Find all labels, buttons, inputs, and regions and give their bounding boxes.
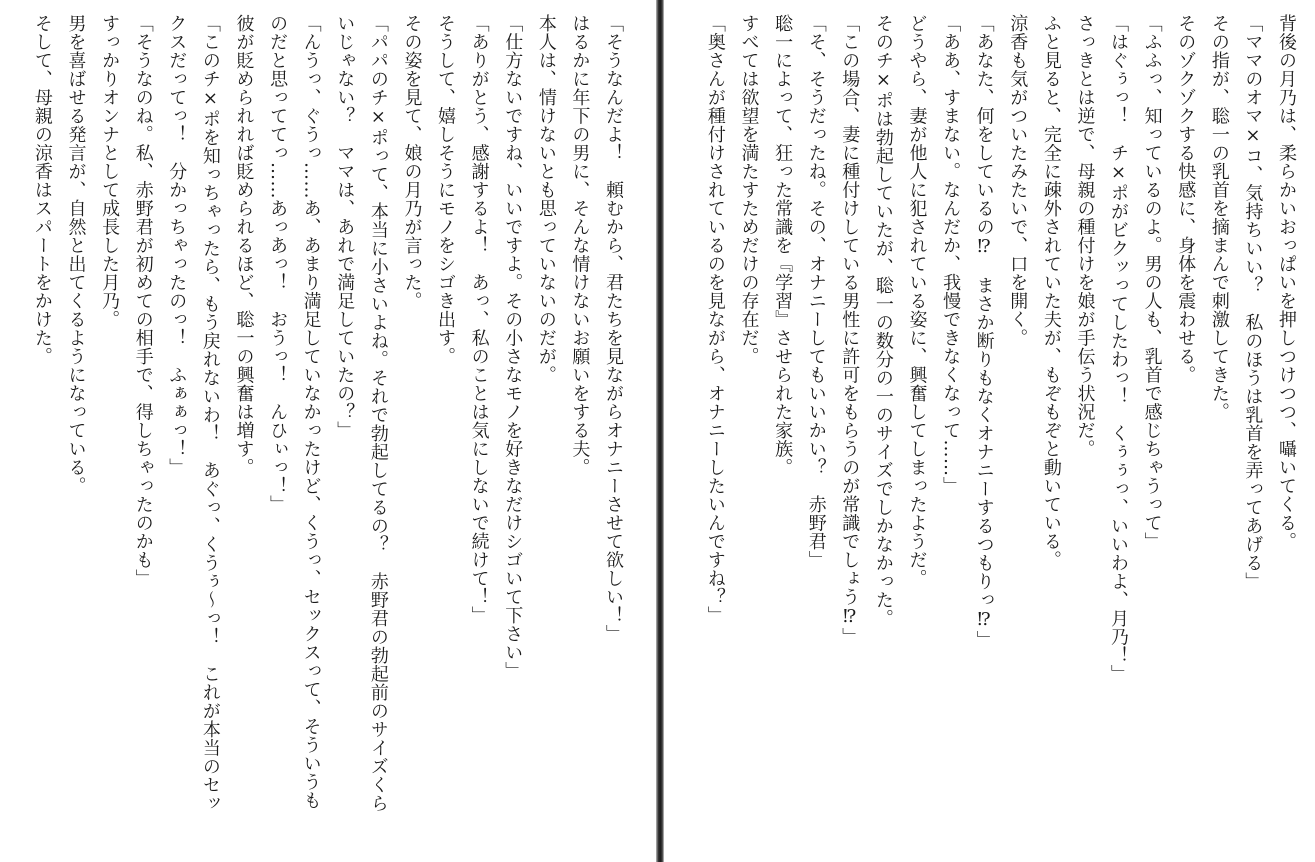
text-line: すべては欲望を満たすためだけの存在だ。 <box>738 14 760 366</box>
right-page <box>664 0 1315 862</box>
text-line: さっきとは逆で、母親の種付けを娘が手伝う状況だ。 <box>1074 14 1096 458</box>
left-page <box>0 0 656 862</box>
text-line: 「奥さんが種付けされているのを見ながら、オナニーしたいんですね？」 <box>704 14 726 625</box>
text-line: 「そうなんだよ！ 頼むから、君たちを見ながらオナニーさせて欲しい！」 <box>603 14 624 643</box>
text-line: 男を喜ばせる発言が、自然と出てくるようになっている。 <box>65 14 87 495</box>
text-line: 涼香も気がついたみたいで、口を開く。 <box>1007 14 1029 347</box>
text-line: すっかりオンナとして成長した月乃。 <box>99 14 121 329</box>
text-line: 「仕方ないですね、いいですよ。その小さなモノを好きなだけシゴいて下さい」 <box>502 14 524 680</box>
text-line: はるかに年下の男に、そんな情けないお願いをする夫。 <box>569 14 591 477</box>
text-line: そのゾクゾクする快感に、身体を震わせる。 <box>1175 14 1197 384</box>
right-page-text <box>698 14 1303 854</box>
text-line: 「んうっ、ぐうっ……あ、あまり満足していなかったけど、くうっ、セックスって、そういうも <box>300 14 322 810</box>
text-line: いじゃない？ ママは、あれで満足していたの？」 <box>334 14 356 440</box>
text-line: 「このチ×ポを知っちゃったら、もう戻れないわ！ あぐっ、くうぅ～っ！ これが本当のセッ <box>199 14 221 813</box>
text-line: 「この場合、妻に種付けしている男性に許可をもらうのが常識でしょう⁉」 <box>839 14 861 646</box>
text-line: 「そうなのね。私、赤野君が初めての相手で、得しちゃったのかも」 <box>132 14 154 588</box>
text-line: その指が、聡一の乳首を摘まんで刺激してきた。 <box>1208 14 1230 421</box>
text-line: 「ママのオマ×コ、気持ちいい？ 私のほうは乳首を弄ってあげる」 <box>1242 14 1264 591</box>
text-line: そして、母親の涼香はスパートをかけた。 <box>31 14 53 366</box>
text-line: どうやら、妻が他人に犯されている姿に、興奮してしまったようだ。 <box>906 14 928 588</box>
text-line: クスだってっ！ 分かっちゃったのっ！ ふぁぁっ！」 <box>166 14 188 477</box>
text-line: 彼が貶められれば貶められるほど、聡一の興奮は増す。 <box>233 14 255 477</box>
text-line: 本人は、情けないとも思っていないのだが。 <box>535 14 557 384</box>
text-line: そのチ×ポは勃起していたが、聡一の数分の一のサイズでしかなかった。 <box>872 14 894 628</box>
text-line: 「そ、そうだったね。その、オナニーしてもいいかい？ 赤野君」 <box>805 14 827 569</box>
text-line: ふと見ると、完全に疎外されていた夫が、もぞもぞと動いている。 <box>1040 14 1062 569</box>
page-gutter-divider <box>656 0 664 862</box>
text-line: 「はぐぅっ！ チ×ポがビクッってしたわっ！ くぅぅっ、いいわよ、月乃！」 <box>1108 14 1130 683</box>
text-line: のだと思っててっ……あっあっ！ おうっ！ んひぃっ！」 <box>267 14 289 514</box>
text-line: 「ありがとう、感謝するよ！ あっ、私のことは気にしないで続けて！」 <box>468 14 490 625</box>
text-line: そうして、嬉しそうにモノをシゴき出す。 <box>435 14 457 366</box>
text-line: 「あなた、何をしているの⁉ まさか断りもなくオナニーするつもりっ⁉」 <box>973 14 995 649</box>
left-page-text <box>25 14 630 854</box>
text-line: 聡一によって、狂った常識を『学習』させられた家族。 <box>772 14 794 477</box>
text-line: 「パパのチ×ポって、本当に小さいよね。それで勃起してるの？ 赤野君の勃起前のサイズくら <box>367 14 389 813</box>
text-line: 「ふふっ、知っているのよ。男の人も、乳首で感じちゃうって」 <box>1141 14 1163 551</box>
text-line: その姿を見て、娘の月乃が言った。 <box>401 14 423 310</box>
text-line: 背後の月乃は、柔らかいおっぱいを押しつけつつ、囁いてくる。 <box>1276 14 1297 551</box>
text-line: 「ああ、すまない。なんだか、我慢できなくなって……」 <box>940 14 962 495</box>
